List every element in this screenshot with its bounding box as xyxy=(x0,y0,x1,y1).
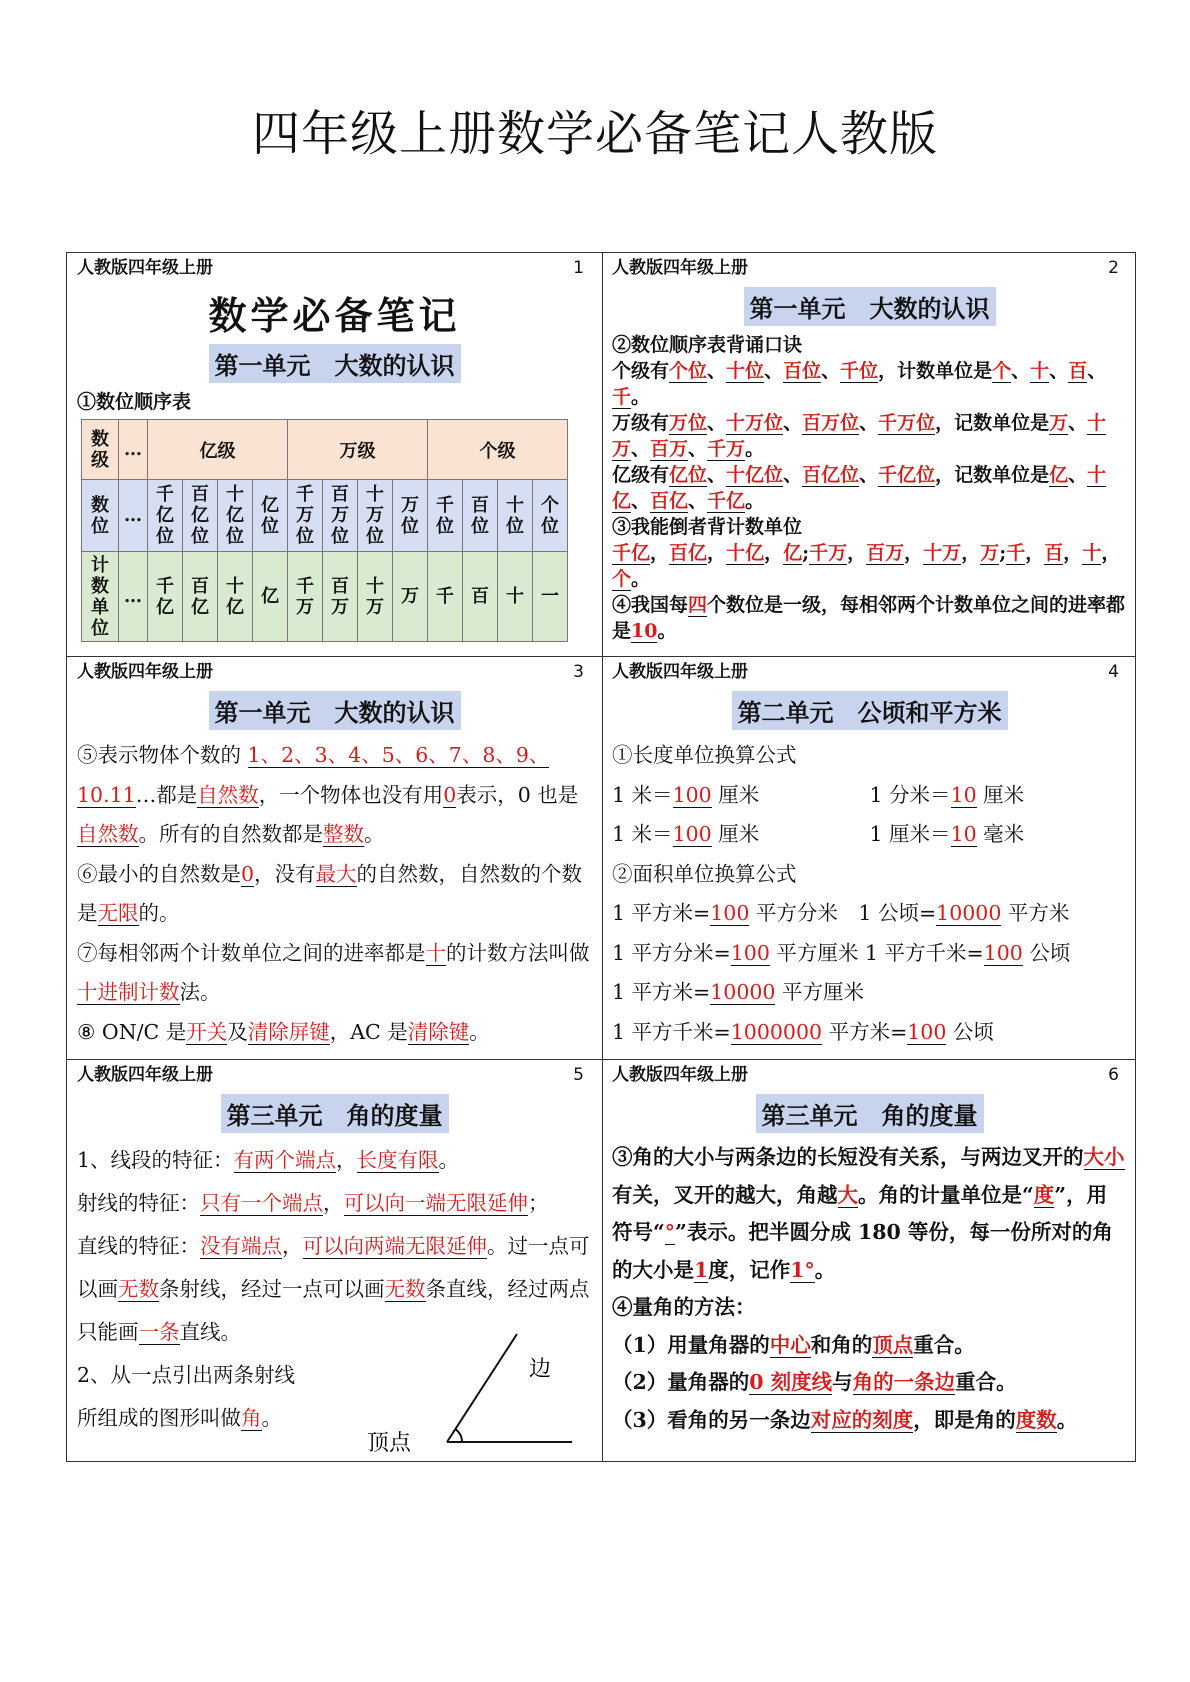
section-text: ⑤表示物体个数的 1、2、3、4、5、6、7、8、9、10.11…都是自然数，一个物体也没有用0表示，0 也是自然数。所有的自然数都是整数。 ⑥最小的自然数是0，没有最大的自然数，自然数的个数是无限的。 ⑦每相邻两个计数单位之间的进率都是十的计数方法叫做十进制计数法。 ⑧ ON/C 是开关及清除屏键，AC 是清除键。 xyxy=(77,743,590,1044)
unit-title: 第一单元 大数的认识 xyxy=(612,287,1127,326)
book-label: 人教版四年级上册 xyxy=(77,258,213,278)
card-header xyxy=(77,253,592,283)
section-text: ①长度单位换算公式 1 米＝100 厘米 1 分米＝10 厘米 1 米＝100 厘米 1 厘米＝10 毫米 ②面积单位换算公式 1 平方米=100 平方分米 1 公顷=10000 平方米 1 平方分米=100 平方厘米 1 平方千米=100 公顷 1 平方米=10000 平方厘米 1 平方千米=1000000 平方米=100 公顷 xyxy=(612,743,1071,1044)
card-6 xyxy=(602,1060,1137,1463)
edge-label: 边 xyxy=(529,1357,552,1382)
angle-arc xyxy=(455,1429,462,1442)
table-row: 数级 … 亿级 万级 个级 xyxy=(82,420,568,480)
book-label: 人教版四年级上册 xyxy=(77,1065,213,1085)
card-header xyxy=(612,253,1127,283)
section-text: ③角的大小与两条边的长短没有关系，与两边叉开的大小有关，叉开的越大，角越大。角的计量单位是“度”，用符号“°”表示。把半圆分成 180 等份，每一份所对的角的大小是1度，记作1°。 ④量角的方法： （1）用量角器的中心和角的顶点重合。 （2）量角器的0 刻度线与角的一条边重合。 （3）看角的另一条边对应的刻度，即是角的度数。 xyxy=(612,1145,1125,1432)
card-number: 2 xyxy=(1108,258,1119,278)
angle-diagram xyxy=(347,1330,597,1460)
card-number: 4 xyxy=(1108,662,1119,682)
card-2 xyxy=(602,253,1137,656)
card-header xyxy=(77,657,592,687)
section-text: 1、线段的特征：有两个端点，长度有限。 射线的特征：只有一个端点，可以向一端无限延伸； 直线的特征：没有端点，可以向两端无限延伸。过一点可以画无数条射线，经过一点可以画无数条直线，经过两点只能画一条直线。 2、从一点引出两条射线 所组成的图形叫做角。 xyxy=(77,1148,590,1430)
card-5 xyxy=(67,1060,602,1463)
card-4 xyxy=(602,657,1137,1059)
section-text: ②数位顺序表背诵口诀 个级有个位、十位、百位、千位，计数单位是个、十、百、千。 万级有万位、十万位、百万位、千万位，记数单位是万、十万、百万、千万。 亿级有亿位、十亿位、百亿位、千亿位，记数单位是亿、十亿、百亿、千亿。 ③我能倒者背计数单位 千亿，百亿，十亿，亿;千万，百万，十万，万;千，百，十，个。 ④我国每四个数位是一级，每相邻两个计数单位之间的进率都是10。 xyxy=(612,334,1126,642)
notes-grid xyxy=(66,252,1136,1462)
unit-title: 第一单元 大数的认识 xyxy=(77,691,592,730)
card-number: 3 xyxy=(573,662,584,682)
card-3 xyxy=(67,657,602,1059)
notes-big-title: 数学必备笔记 xyxy=(208,293,461,338)
place-value-table xyxy=(81,419,568,642)
unit-title: 第一单元 大数的认识 xyxy=(77,344,592,383)
card-1 xyxy=(67,253,602,656)
card-header xyxy=(612,1060,1127,1090)
unit-title: 第三单元 角的度量 xyxy=(612,1094,1127,1133)
table-row: 数位 … 千亿位 百亿位 十亿位 亿位 千万位 百万位 十万位 万位 千位 百位 十位 个位 xyxy=(82,480,568,552)
card-number: 5 xyxy=(573,1065,584,1085)
card-number: 6 xyxy=(1108,1065,1119,1085)
card-header xyxy=(612,657,1127,687)
page-title: 四年级上册数学必备笔记人教版 xyxy=(251,106,938,162)
book-label: 人教版四年级上册 xyxy=(612,1065,748,1085)
card-header xyxy=(77,1060,592,1090)
book-label: 人教版四年级上册 xyxy=(77,662,213,682)
book-label: 人教版四年级上册 xyxy=(612,662,748,682)
section-heading: ①数位顺序表 xyxy=(77,391,192,413)
table-row: 计数单位 … 千亿 百亿 十亿 亿 千万 百万 十万 万 千 百 十 一 xyxy=(82,552,568,642)
unit-title: 第二单元 公顷和平方米 xyxy=(612,691,1127,730)
angle-side-line xyxy=(447,1334,517,1442)
book-label: 人教版四年级上册 xyxy=(612,258,748,278)
card-number: 1 xyxy=(573,258,584,278)
unit-title: 第三单元 角的度量 xyxy=(77,1094,592,1133)
vertex-label: 顶点 xyxy=(367,1431,412,1456)
